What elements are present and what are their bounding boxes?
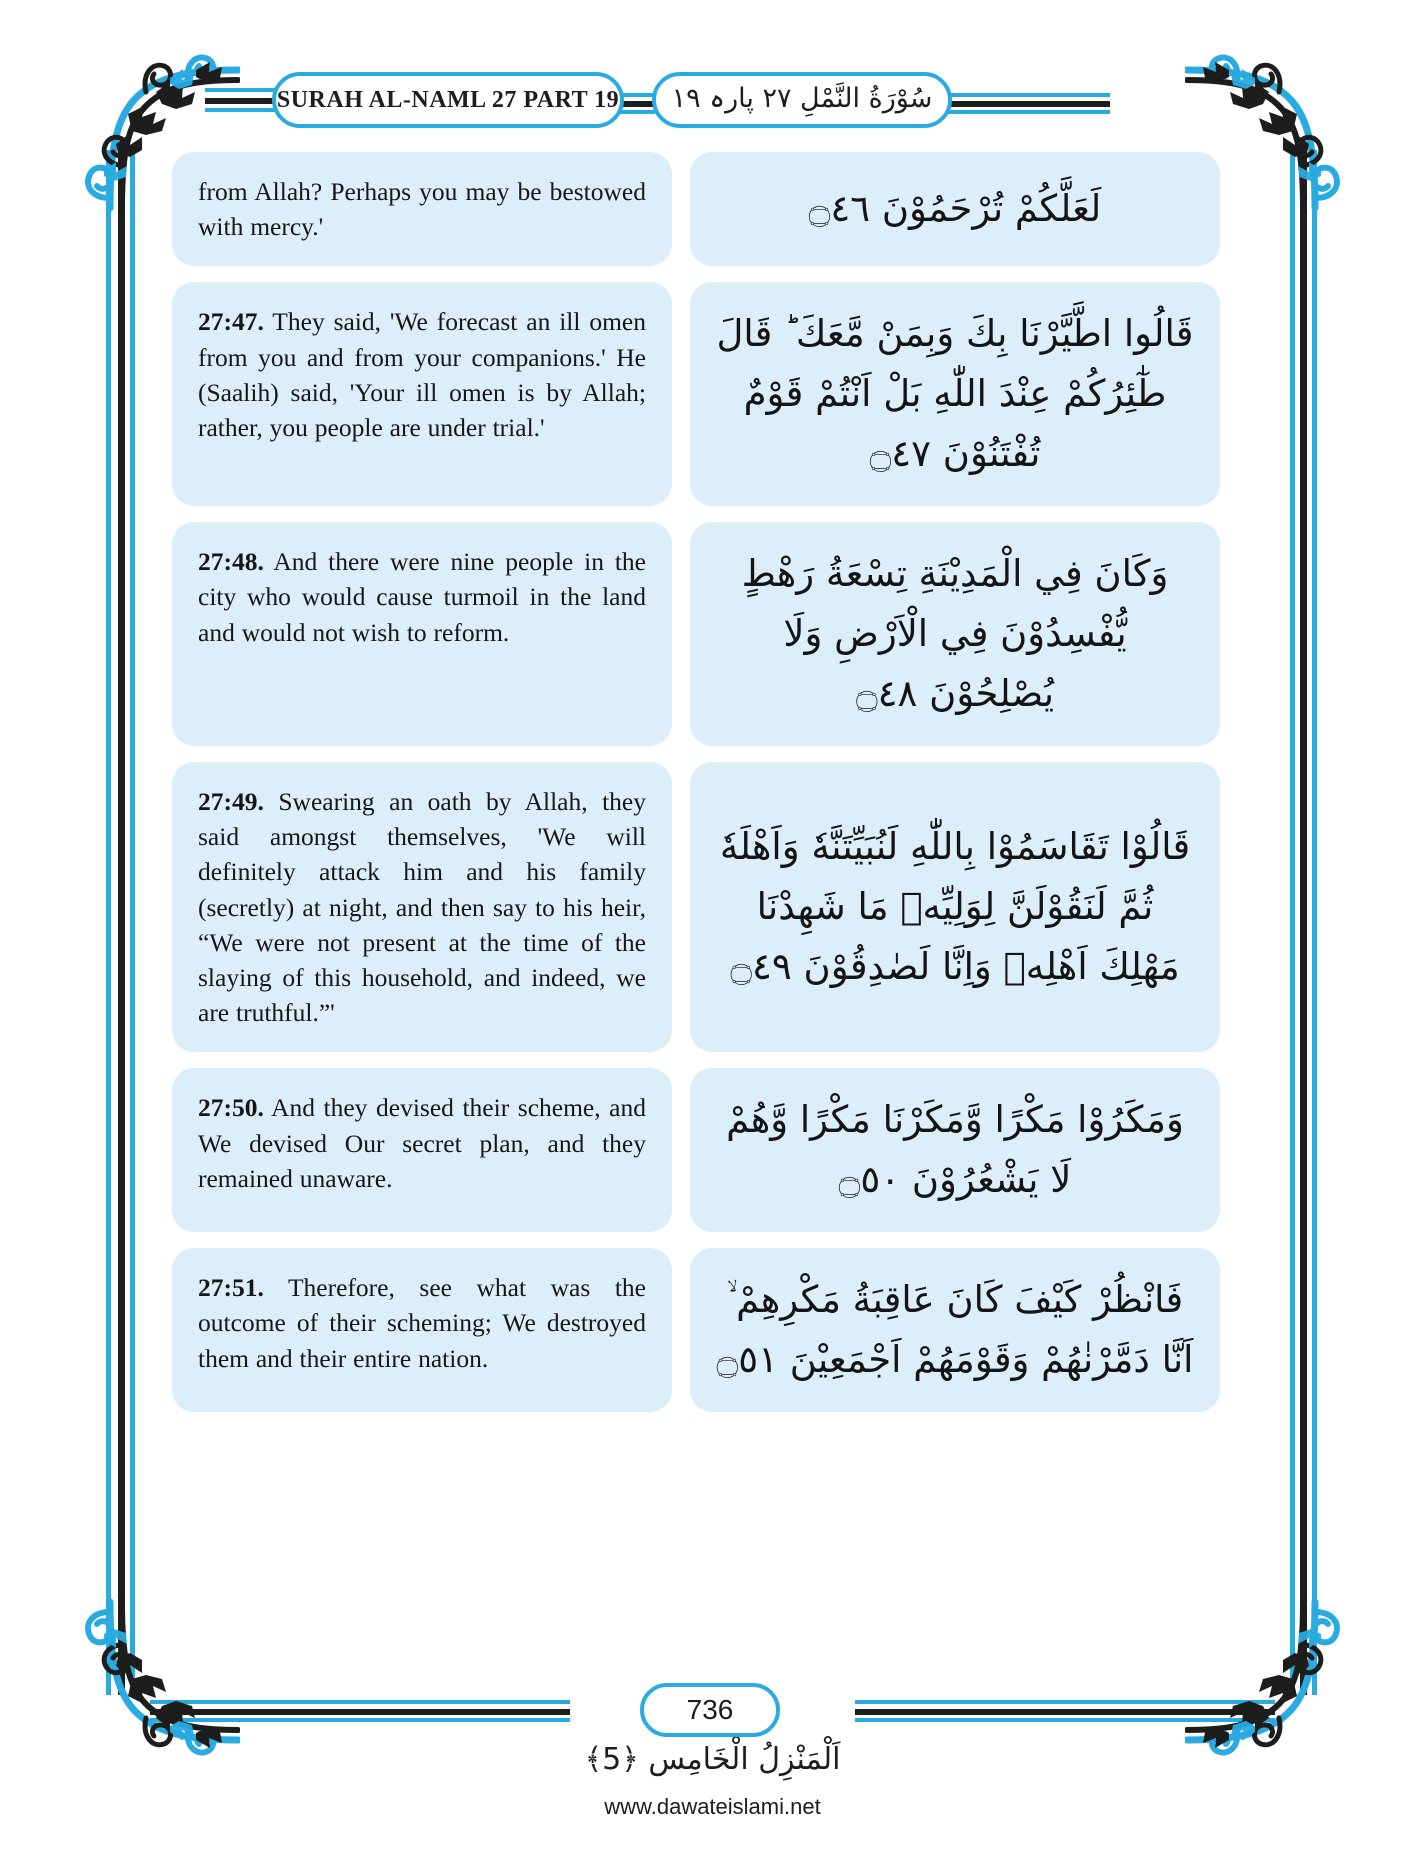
verse-arabic [690,282,1220,506]
verse-arabic [690,152,1220,266]
verse-row [172,1248,1220,1412]
verse-arabic [690,762,1220,1052]
verse-arabic [690,1068,1220,1232]
corner-ornament-top-right [1185,48,1355,218]
border-rule-right-dark [1300,150,1307,1695]
verse-translation-text: Swearing an oath by Allah, they said amongst themselves, 'We will definitely attack him and his family (secretly) at night, and then say to his heir, “We were not present at the time of the slaying of this household, and indeed, we are truthful.”' [198,787,646,1028]
corner-ornament-bottom-left [70,1592,240,1762]
surah-title-label-arabic: سُوْرَةُ النَّمْلِ ٢٧ پارہ ١٩ [671,82,933,114]
surah-title-label: SURAH AL-NAML 27 PART 19 [276,86,620,113]
surah-title-banner [272,72,624,128]
verse-arabic [690,1248,1220,1412]
border-rule-left-outer [106,150,111,1695]
verse-row [172,152,1220,266]
verse-arabic-text: قَالُوْا تَقَاسَمُوْا بِاللّٰهِ لَنُبَيِّتَنَّهٗ وَاَهْلَهٗ ثُمَّ لَنَقُوْلَنَّ لِوَلِيِّهٖ مَا شَهِدْنَا مَهْلِكَ اَهْلِهٖ وَاِنَّا لَصٰدِقُوْنَ ۝٤٩ [719,825,1191,989]
page-number-badge [640,1683,780,1737]
verse-row [172,1068,1220,1232]
website-label: www.dawateislami.net [604,1794,821,1819]
verse-translation-english [172,152,672,266]
verse-arabic-text: وَكَانَ فِي الْمَدِيْنَةِ تِسْعَةُ رَهْطٍ يُّفْسِدُوْنَ فِي الْاَرْضِ وَلَا يُصْلِحُوْنَ ۝٤٨ [741,552,1169,716]
manzil-label: اَلْمَنْزِلُ الْخَامِس ﴿5﴾ [584,1742,841,1777]
corner-ornament-top-left [70,48,240,218]
surah-title-banner-arabic [652,72,952,128]
border-rule-right-outer [1312,150,1317,1695]
border-rule-left-inner [130,150,135,1695]
verse-number: 27:50. [198,1093,264,1123]
verse-translation-text: from Allah? Perhaps you may be bestowed with mercy.' [198,177,646,242]
verse-translation-english [172,762,672,1052]
header-rule-right-top [945,93,1110,97]
border-rule-right-inner [1290,150,1295,1695]
verse-translation-english [172,1248,672,1412]
corner-ornament-bottom-right [1185,1592,1355,1762]
verse-number: 27:49. [198,787,264,816]
verse-translation-text: They said, 'We forecast an ill omen from you and from your companions.' He (Saalih) said, 'Your ill omen is by Allah; rather, you people are under trial.' [198,307,646,442]
border-rule-left-dark [118,150,125,1695]
verse-translation-text: And there were nine people in the city who would cause turmoil in the land and would not wish to reform. [198,547,646,647]
header-rule-right-mid [945,101,1110,107]
verse-translation-english [172,1068,672,1232]
verse-translation-english [172,282,672,506]
verse-number: 27:47. [198,307,264,337]
verse-number: 27:48. [198,547,264,577]
verse-arabic-text: وَمَكَرُوْا مَكْرًا وَّمَكَرْنَا مَكْرًا وَّهُمْ لَا يَشْعُرُوْنَ ۝٥٠ [726,1098,1184,1202]
verse-row [172,762,1220,1052]
verse-arabic-text: فَانْظُرْ كَيْفَ كَانَ عَاقِبَةُ مَكْرِهِمْ ۙ اَنَّا دَمَّرْنٰهُمْ وَقَوْمَهُمْ اَجْمَعِيْنَ ۝٥١ [716,1278,1194,1382]
verse-translation-english [172,522,672,746]
verse-arabic [690,522,1220,746]
verse-number: 27:51. [198,1273,264,1303]
verse-list [172,152,1220,1412]
verse-translation-text: Therefore, see what was the outcome of their scheming; We destroyed them and their entire nation. [198,1273,646,1373]
page-number-label: 736 [686,1694,734,1725]
verse-arabic-text: لَعَلَّكُمْ تُرْحَمُوْنَ ۝٤٦ [808,187,1102,231]
verse-translation-text: And they devised their scheme, and We devised Our secret plan, and they remained unaware. [198,1093,646,1193]
verse-row [172,522,1220,746]
verse-row [172,282,1220,506]
header-rule-right-bottom [945,110,1110,114]
verse-arabic-text: قَالُوا اطَّيَّرْنَا بِكَ وَبِمَنْ مَّعَكَ ؕ قَالَ طٰٓئِرُكُمْ عِنْدَ اللّٰهِ بَلْ اَنْتُمْ قَوْمٌ تُفْتَنُوْنَ ۝٤٧ [716,312,1194,476]
